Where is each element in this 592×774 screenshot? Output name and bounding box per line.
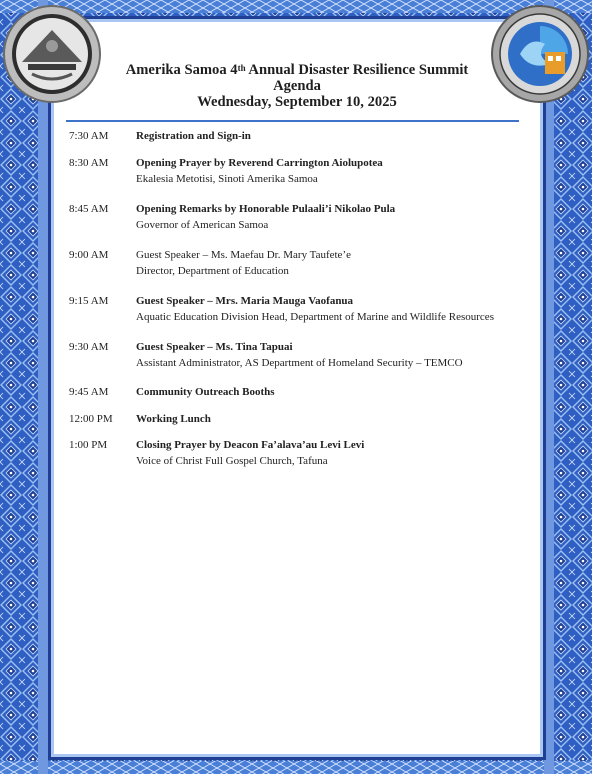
agenda-description [136,294,531,325]
agenda-subtitle: Assistant Administrator, AS Department of Homeland Security – TEMCO [136,356,463,369]
agenda-time: 1:00 PM [69,439,108,451]
header-divider [66,120,519,122]
agenda-title: Guest Speaker – Mrs. Maria Mauga Vaofanua [136,295,354,307]
agenda-description [136,248,531,279]
agenda-time: 12:00 PM [69,413,113,425]
agenda-description [136,156,531,187]
agenda-subtitle: Voice of Christ Full Gospel Church, Tafuna [136,454,328,467]
agenda-title: Opening Prayer by Reverend Carrington Aiolupotea [136,157,383,169]
agenda-time: 9:45 AM [69,386,109,398]
agenda-description [136,385,531,401]
agenda-subtitle: Aquatic Education Division Head, Department of Marine and Wildlife Resources [136,310,494,323]
summit-title: Amerika Samoa 4th Annual Disaster Resilience Summit [125,62,469,78]
agenda-subtitle: Governor of American Samoa [136,218,269,231]
page-header [54,62,540,110]
agenda-title: Closing Prayer by Deacon Fa’alava’au Levi Levi [136,439,365,451]
agenda-description [136,438,531,469]
agenda-time: 9:30 AM [69,341,109,353]
agenda-subtitle: Ekalesia Metotisi, Sinoti Amerika Samoa [136,172,318,185]
agenda-title: Community Outreach Booths [136,386,275,398]
agenda-time: 7:30 AM [69,130,109,142]
event-date: Wednesday, September 10, 2025 [197,94,397,110]
agenda-time: 8:45 AM [69,203,109,215]
agenda-description [136,340,531,371]
agenda-description [136,129,531,145]
agenda-title: Guest Speaker – Ms. Maefau Dr. Mary Taufete’e [136,249,351,261]
agenda-title: Guest Speaker – Ms. Tina Tapuai [136,341,293,353]
agenda-description [136,202,531,233]
agenda-description [136,412,531,428]
agenda-title: Registration and Sign-in [136,130,251,142]
agenda-time: 8:30 AM [69,157,109,169]
agenda-time: 9:15 AM [69,295,109,307]
agenda-title: Opening Remarks by Honorable Pulaali’i Nikolao Pula [136,203,396,215]
agenda-time: 9:00 AM [69,249,109,261]
agenda-subtitle: Director, Department of Education [136,264,289,277]
agenda-heading: Agenda [273,78,321,94]
agenda-title: Working Lunch [136,413,211,425]
